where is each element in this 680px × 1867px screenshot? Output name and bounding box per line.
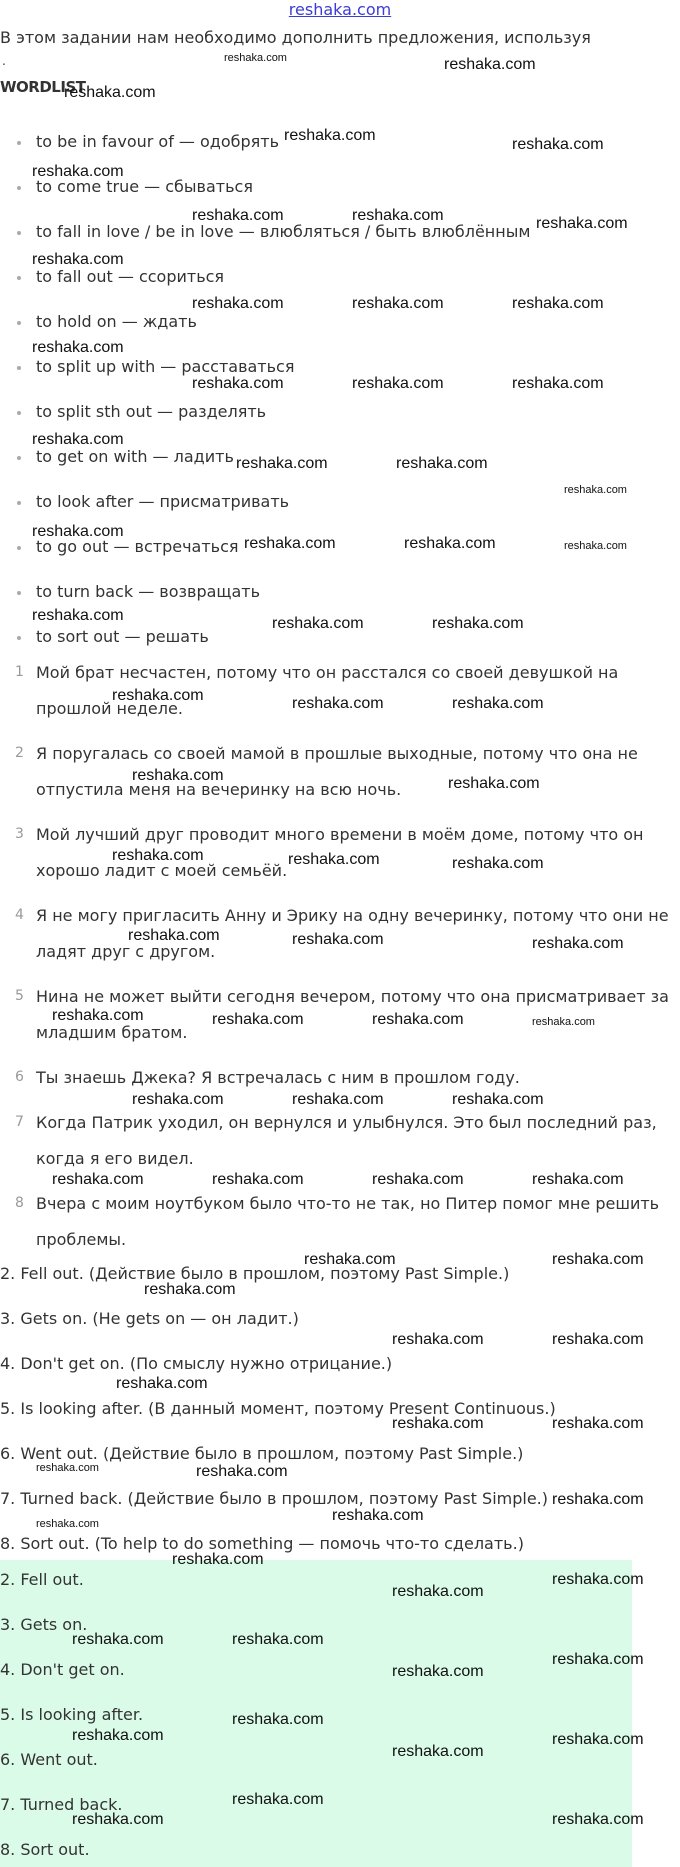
watermark: reshaka.com <box>552 1811 644 1828</box>
watermark: reshaka.com <box>52 1007 144 1024</box>
explanation-item: 5. Is looking after. (В данный момент, поэтому Present Continuous.) <box>0 1399 556 1418</box>
answer-item: 2. Fell out. <box>0 1570 84 1589</box>
bullet-icon <box>17 636 21 640</box>
watermark: reshaka.com <box>532 935 624 952</box>
watermark: reshaka.com <box>192 375 284 392</box>
sentence-number: 2 <box>15 745 24 761</box>
explanation-item: 4. Don't get on. (По смыслу нужно отрицание.) <box>0 1354 393 1373</box>
watermark: reshaka.com <box>144 1281 236 1298</box>
watermark: reshaka.com <box>392 1331 484 1348</box>
watermark: reshaka.com <box>372 1011 464 1028</box>
watermark: reshaka.com <box>512 136 604 153</box>
watermark: reshaka.com <box>432 615 524 632</box>
watermark: reshaka.com <box>352 207 444 224</box>
watermark: reshaka.com <box>292 931 384 948</box>
watermark: reshaka.com <box>564 484 627 496</box>
watermark: reshaka.com <box>116 1375 208 1392</box>
wordlist-item: to turn back — возвращать <box>36 582 260 601</box>
sentence-text: Я поругалась со своей мамой в прошлые выходные, потому что она не отпустила меня на вечеринку на всю ночь. <box>36 744 638 799</box>
watermark: reshaka.com <box>352 295 444 312</box>
answer-item: 8. Sort out. <box>0 1840 90 1859</box>
wordlist-item: to be in favour of — одобрять <box>36 132 279 151</box>
watermark: reshaka.com <box>452 695 544 712</box>
watermark: reshaka.com <box>32 251 124 268</box>
watermark: reshaka.com <box>512 375 604 392</box>
intro-dot: . <box>2 54 6 68</box>
sentence-text: Ты знаешь Джека? Я встречалась с ним в прошлом году. <box>36 1068 520 1087</box>
watermark: reshaka.com <box>212 1171 304 1188</box>
site-link[interactable]: reshaka.com <box>288 0 392 19</box>
watermark: reshaka.com <box>232 1631 324 1648</box>
watermark: reshaka.com <box>392 1583 484 1600</box>
watermark: reshaka.com <box>232 1791 324 1808</box>
bullet-icon <box>17 591 21 595</box>
watermark: reshaka.com <box>244 535 336 552</box>
sentence-number: 7 <box>15 1114 24 1130</box>
sentence-number: 5 <box>15 988 24 1004</box>
watermark: reshaka.com <box>552 1571 644 1588</box>
watermark: reshaka.com <box>552 1731 644 1748</box>
watermark: reshaka.com <box>232 1711 324 1728</box>
bullet-icon <box>17 501 21 505</box>
watermark: reshaka.com <box>132 1091 224 1108</box>
sentence-number: 4 <box>15 907 24 923</box>
wordlist-item: to look after — присматривать <box>36 492 289 511</box>
sentence-text: Мой лучший друг проводит много времени в моём доме, потому что он хорошо ладит с моей семьёй. <box>36 825 644 880</box>
bullet-icon <box>17 186 21 190</box>
watermark: reshaka.com <box>192 207 284 224</box>
sentence-number: 3 <box>15 826 24 842</box>
wordlist-item: to split sth out — разделять <box>36 402 266 421</box>
watermark: reshaka.com <box>532 1171 624 1188</box>
watermark: reshaka.com <box>448 775 540 792</box>
watermark: reshaka.com <box>72 1727 164 1744</box>
watermark: reshaka.com <box>72 1631 164 1648</box>
watermark: reshaka.com <box>72 1811 164 1828</box>
watermark: reshaka.com <box>372 1171 464 1188</box>
watermark: reshaka.com <box>532 1016 595 1028</box>
bullet-icon <box>17 321 21 325</box>
watermark: reshaka.com <box>236 455 328 472</box>
explanation-item: 7. Turned back. (Действие было в прошлом, поэтому Past Simple.) <box>0 1489 548 1508</box>
watermark: reshaka.com <box>552 1491 644 1508</box>
explanation-item: 2. Fell out. (Действие было в прошлом, поэтому Past Simple.) <box>0 1264 510 1283</box>
watermark: reshaka.com <box>512 295 604 312</box>
answer-item: 3. Gets on. <box>0 1615 88 1634</box>
watermark: reshaka.com <box>172 1551 264 1568</box>
watermark: reshaka.com <box>304 1251 396 1268</box>
sentence-text: Нина не может выйти сегодня вечером, потому что она присматривает за младшим братом. <box>36 987 669 1042</box>
watermark: reshaka.com <box>564 540 627 552</box>
bullet-icon <box>17 141 21 145</box>
watermark: reshaka.com <box>284 127 376 144</box>
watermark: reshaka.com <box>36 1518 99 1530</box>
watermark: reshaka.com <box>404 535 496 552</box>
watermark: reshaka.com <box>292 1091 384 1108</box>
watermark: reshaka.com <box>52 1171 144 1188</box>
watermark: reshaka.com <box>212 1011 304 1028</box>
sentence-text: Мой брат несчастен, потому что он расстался со своей девушкой на прошлой неделе. <box>36 663 619 718</box>
sentence-text: Я не могу пригласить Анну и Эрику на одну вечеринку, потому что они не ладят друг с другом. <box>36 906 669 961</box>
watermark: reshaka.com <box>452 1091 544 1108</box>
watermark: reshaka.com <box>536 215 628 232</box>
wordlist-item: to hold on — ждать <box>36 312 197 331</box>
wordlist-item: to come true — сбываться <box>36 177 253 196</box>
sentence-text: Когда Патрик уходил, он вернулся и улыбнулся. Это был последний раз, когда я его видел. <box>36 1113 657 1168</box>
watermark: reshaka.com <box>196 1463 288 1480</box>
sentence-text: Вчера с моим ноутбуком было что-то не так, но Питер помог мне решить проблемы. <box>36 1194 660 1249</box>
watermark: reshaka.com <box>36 1462 99 1474</box>
wordlist-item: to sort out — решать <box>36 627 209 646</box>
watermark: reshaka.com <box>552 1331 644 1348</box>
watermark: reshaka.com <box>224 52 287 64</box>
answer-item: 7. Turned back. <box>0 1795 123 1814</box>
watermark: reshaka.com <box>112 847 204 864</box>
watermark: reshaka.com <box>392 1663 484 1680</box>
bullet-icon <box>17 546 21 550</box>
explanation-item: 6. Went out. (Действие было в прошлом, поэтому Past Simple.) <box>0 1444 524 1463</box>
watermark: reshaka.com <box>392 1415 484 1432</box>
bullet-icon <box>17 456 21 460</box>
answer-item: 4. Don't get on. <box>0 1660 125 1679</box>
explanation-item: 8. Sort out. (To help to do something — помочь что-то сделать.) <box>0 1534 524 1553</box>
wordlist-title: WORDLIST <box>0 78 86 96</box>
watermark: reshaka.com <box>32 607 124 624</box>
sentence-number: 8 <box>15 1195 24 1211</box>
watermark: reshaka.com <box>332 1507 424 1524</box>
wordlist-item: to fall in love / be in love — влюбляться / быть влюблённым <box>36 222 530 241</box>
watermark: reshaka.com <box>288 851 380 868</box>
watermark: reshaka.com <box>192 295 284 312</box>
answer-item: 6. Went out. <box>0 1750 98 1769</box>
watermark: reshaka.com <box>32 339 124 356</box>
wordlist-item: to fall out — ссориться <box>36 267 224 286</box>
sentence-number: 6 <box>15 1069 24 1085</box>
watermark: reshaka.com <box>128 927 220 944</box>
bullet-icon <box>17 411 21 415</box>
watermark: reshaka.com <box>132 767 224 784</box>
watermark: reshaka.com <box>292 695 384 712</box>
wordlist-item: to get on with — ладить <box>36 447 234 466</box>
watermark: reshaka.com <box>444 56 536 73</box>
watermark: reshaka.com <box>32 163 124 180</box>
watermark: reshaka.com <box>392 1743 484 1760</box>
watermark: reshaka.com <box>32 523 124 540</box>
bullet-icon <box>17 276 21 280</box>
sentence-number: 1 <box>15 664 24 680</box>
watermark: reshaka.com <box>552 1651 644 1668</box>
watermark: reshaka.com <box>352 375 444 392</box>
watermark: reshaka.com <box>272 615 364 632</box>
answer-item: 5. Is looking after. <box>0 1705 144 1724</box>
explanation-item: 3. Gets on. (Не gets on — он ладит.) <box>0 1309 299 1328</box>
watermark: reshaka.com <box>64 84 156 101</box>
wordlist-item: to go out — встречаться <box>36 537 239 556</box>
watermark: reshaka.com <box>452 855 544 872</box>
watermark: reshaka.com <box>552 1251 644 1268</box>
watermark: reshaka.com <box>396 455 488 472</box>
watermark: reshaka.com <box>112 687 204 704</box>
watermark: reshaka.com <box>552 1415 644 1432</box>
watermark: reshaka.com <box>32 431 124 448</box>
bullet-icon <box>17 366 21 370</box>
wordlist-item: to split up with — расставаться <box>36 357 294 376</box>
intro-text: В этом задании нам необходимо дополнить предложения, используя <box>0 28 591 47</box>
bullet-icon <box>17 231 21 235</box>
